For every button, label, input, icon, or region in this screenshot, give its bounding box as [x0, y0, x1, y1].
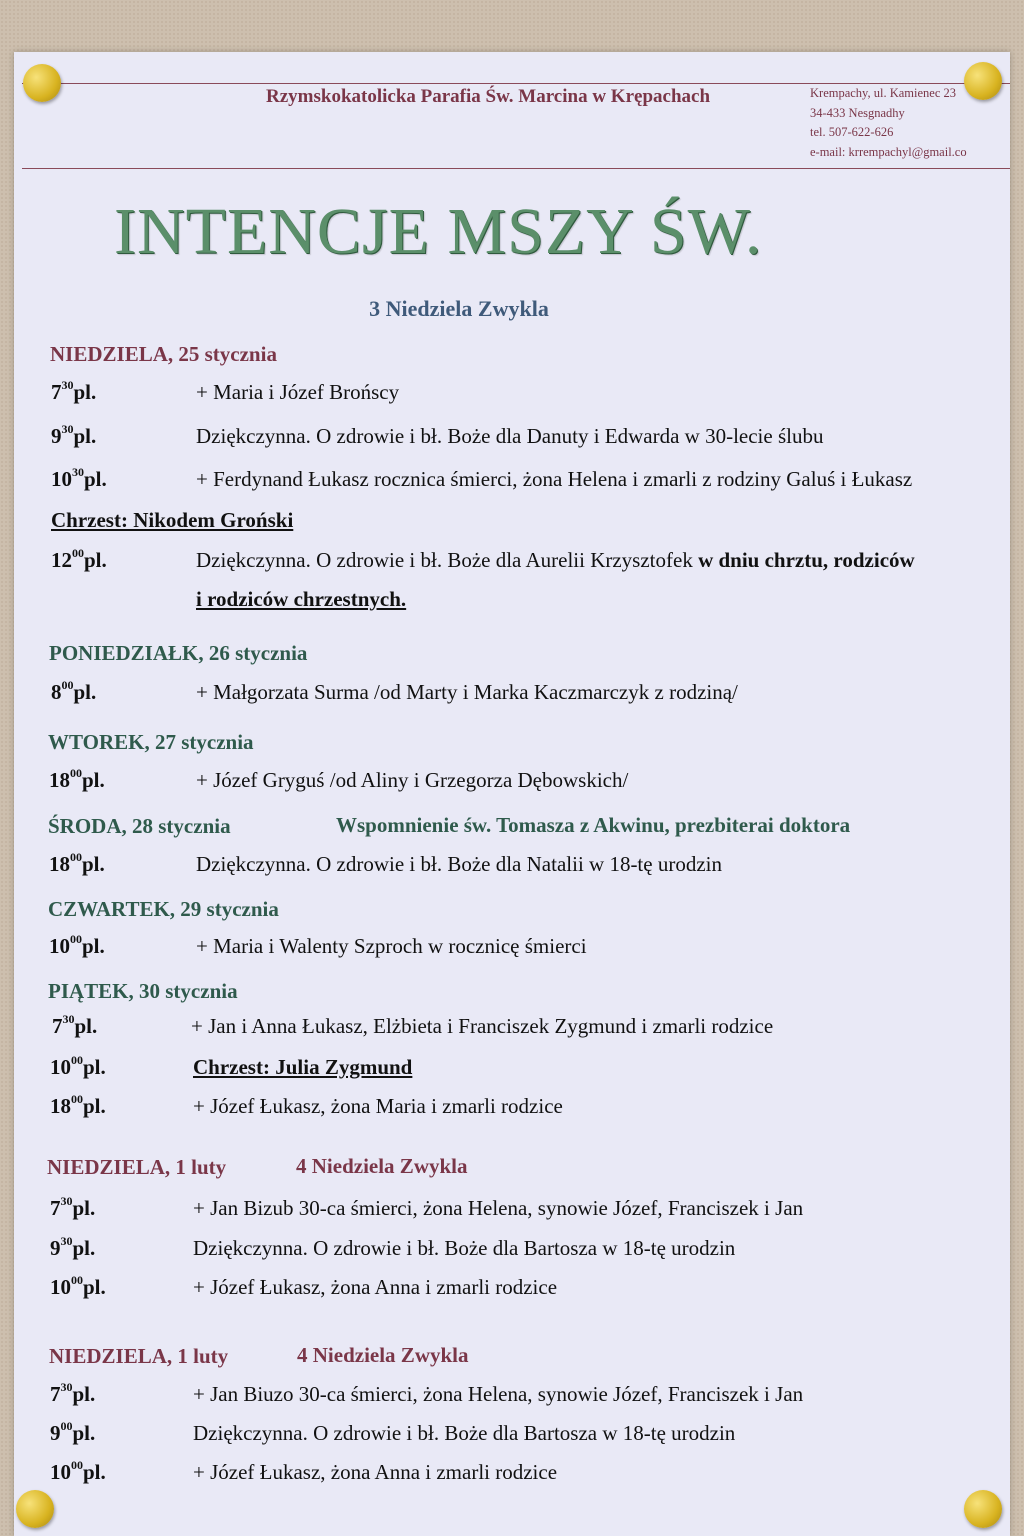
subtitle: 3 Niedziela Zwykla [369, 296, 549, 321]
mass-time: $18^{00}pl$. [49, 766, 105, 792]
mass-time: $7^{30}pl$. [50, 1194, 96, 1220]
mass-intention: + Jan Bizub 30-ca śmierci, żona Helena, synowie Józef, Franciszek i Jan [193, 1196, 804, 1220]
day-heading-monday: PONIEDZIAŁK, 26 stycznia [49, 641, 308, 665]
contact-email: e-mail: krrempachyl@gmail.co [810, 144, 967, 159]
mass-time: $9^{00}pl$. [50, 1419, 96, 1445]
contact-block [810, 84, 967, 162]
day-heading-sunday-1-repeat: NIEDZIELA, 1 luty [49, 1344, 229, 1368]
mass-time: $9^{30}pl$. [51, 422, 97, 448]
page-title: INTENCJE MSZY ŚW. [114, 195, 763, 268]
baptism-note: Chrzest: Julia Zygmund [193, 1055, 413, 1079]
mass-intention: Dziękczynna. O zdrowie i bł. Boże dla Bartosza w 18-tę urodzin [193, 1236, 736, 1260]
mass-intention: + Małgorzata Surma /od Marty i Marka Kaczmarczyk z rodziną/ [196, 680, 738, 704]
mass-time: $7^{30}pl$. [51, 378, 97, 404]
mass-intention-continued: i rodziców chrzestnych. [196, 587, 407, 611]
mass-intention: Dziękczynna. O zdrowie i bł. Boże dla Aurelii Krzysztofek w dniu chrztu, rodziców [196, 548, 915, 572]
sunday-note: 4 Niedziela Zwykla [297, 1343, 469, 1367]
contact-phone: tel. 507-622-626 [810, 125, 894, 139]
mass-intention: + Ferdynand Łukasz rocznica śmierci, żona Helena i zmarli z rodziny Galuś i Łukasz [196, 467, 913, 491]
feast-note: Wspomnienie św. Tomasza z Akwinu, prezbiterai doktora [336, 813, 851, 837]
contact-address: Krempachy, ul. Kamienec 23 [810, 86, 957, 100]
mass-intention: + Józef Gryguś /od Aliny i Grzegorza Dębowskich/ [196, 768, 629, 792]
mass-intention: Dziękczynna. O zdrowie i bł. Boże dla Danuty i Edwarda w 30-lecie ślubu [196, 424, 824, 448]
mass-time: $8^{00}pl$. [51, 678, 97, 704]
notice-sheet [14, 52, 1010, 1536]
day-heading-sunday-25: NIEDZIELA, 25 stycznia [50, 342, 277, 366]
mass-intention: + Maria i Walenty Szproch w rocznicę śmierci [196, 934, 587, 958]
sunday-note: 4 Niedziela Zwykla [296, 1154, 468, 1178]
mass-intention: + Józef Łukasz, żona Anna i zmarli rodzice [193, 1275, 558, 1299]
mass-time: $18^{00}pl$. [50, 1092, 106, 1118]
day-heading-friday: PIĄTEK, 30 stycznia [48, 979, 238, 1003]
mass-intention: + Maria i Józef Brońscy [196, 380, 400, 404]
mass-time: $18^{00}pl$. [49, 850, 105, 876]
mass-intention: Dziękczynna. O zdrowie i bł. Boże dla Bartosza w 18-tę urodzin [193, 1421, 736, 1445]
pushpin-icon [964, 1490, 1002, 1528]
mass-time: $10^{00}pl$. [50, 1458, 106, 1484]
mass-intention: + Józef Łukasz, żona Anna i zmarli rodzice [193, 1460, 558, 1484]
mass-time: $9^{30}pl$. [50, 1234, 96, 1260]
day-heading-sunday-1: NIEDZIELA, 1 luty [47, 1155, 227, 1179]
mass-time: $7^{30}pl$. [52, 1012, 98, 1038]
day-heading-tuesday: WTOREK, 27 stycznia [48, 730, 254, 754]
mass-intention: + Jan i Anna Łukasz, Elżbieta i Franciszek Zygmund i zmarli rodzice [191, 1014, 774, 1038]
mass-time: $10^{00}pl$. [49, 932, 105, 958]
pushpin-icon [23, 64, 61, 102]
mass-time: $12^{00}pl$. [51, 546, 107, 572]
mass-time: $7^{30}pl$. [50, 1380, 96, 1406]
mass-intention: + Jan Biuzo 30-ca śmierci, żona Helena, synowie Józef, Franciszek i Jan [193, 1382, 804, 1406]
parish-name: Rzymskokatolicka Parafia Św. Marcina w Krępachach [266, 86, 711, 107]
mass-time: $10^{00}pl$. [50, 1273, 106, 1299]
mass-intention: + Józef Łukasz, żona Maria i zmarli rodzice [193, 1094, 563, 1118]
pushpin-icon [16, 1490, 54, 1528]
contact-postcode: 34-433 Nesgnadhy [810, 105, 905, 120]
pushpin-icon [964, 62, 1002, 100]
mass-time: $10^{00}pl$. [50, 1053, 106, 1079]
baptism-note: Chrzest: Nikodem Groński [51, 508, 294, 532]
mass-time: $10^{30}pl$. [51, 465, 107, 491]
mass-intention: Dziękczynna. O zdrowie i bł. Boże dla Natalii w 18-tę urodzin [196, 852, 722, 876]
day-heading-thursday: CZWARTEK, 29 stycznia [48, 897, 279, 921]
header-bottom-rule [22, 168, 1010, 169]
day-heading-wednesday: ŚRODA, 28 stycznia [48, 814, 231, 838]
